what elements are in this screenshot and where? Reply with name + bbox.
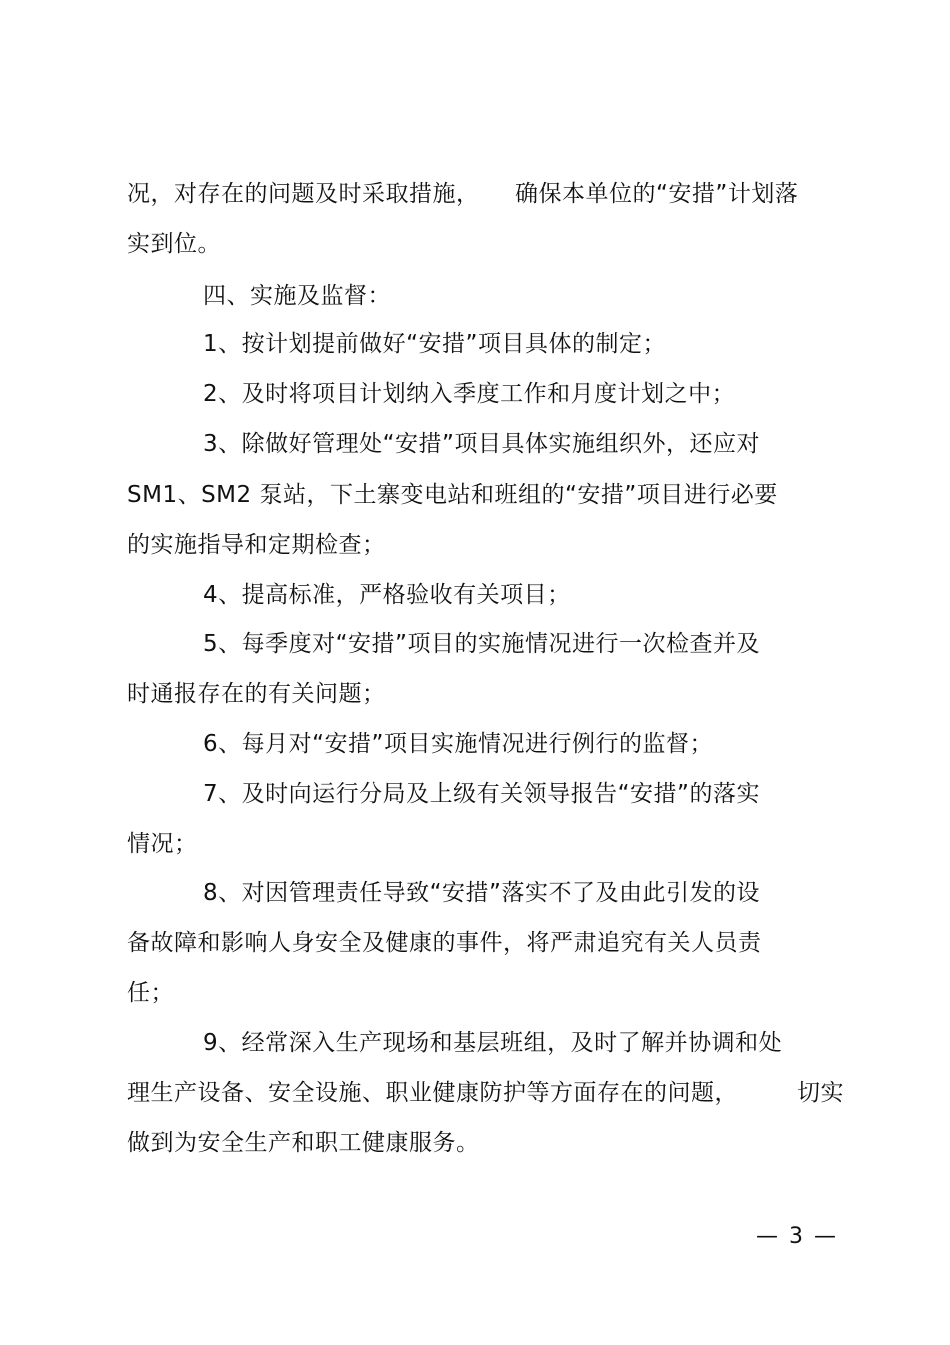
list-item: 4、提高标准，严格验收有关项目； [203,582,571,608]
text-line: 理生产设备、安全设施、职业健康防护等方面存在的问题， 切实 [127,1080,844,1106]
text-line: SM1、SM2 泵站，下土寨变电站和班组的“安措”项目进行必要 [127,482,778,508]
text-line: 备故障和影响人身安全及健康的事件，将严肃追究有关人员责 [127,930,762,956]
list-item: 1、按计划提前做好“安措”项目具体的制定； [203,331,666,357]
section-heading: 四、实施及监督： [203,283,391,309]
list-item: 8、对因管理责任导致“安措”落实不了及由此引发的设 [203,880,760,906]
text-line: 实到位。 [127,231,221,257]
text-line: 时通报存在的有关问题； [127,681,386,707]
list-item: 3、除做好管理处“安措”项目具体实施组织外，还应对 [203,431,760,457]
list-item: 5、每季度对“安措”项目的实施情况进行一次检查并及 [203,631,760,657]
text-line: 情况； [127,831,198,857]
text-line: 况，对存在的问题及时采取措施， 确保本单位的“安措”计划落 [127,181,799,207]
list-item: 9、经常深入生产现场和基层班组，及时了解并协调和处 [203,1030,783,1056]
text-line: 做到为安全生产和职工健康服务。 [127,1130,480,1156]
list-item: 6、每月对“安措”项目实施情况进行例行的监督； [203,731,713,757]
page-number: — 3 — [756,1224,838,1249]
text-line: 任； [127,980,174,1006]
list-item: 7、及时向运行分局及上级有关领导报告“安措”的落实 [203,781,760,807]
text-line: 的实施指导和定期检查； [127,532,386,558]
list-item: 2、及时将项目计划纳入季度工作和月度计划之中； [203,381,736,407]
